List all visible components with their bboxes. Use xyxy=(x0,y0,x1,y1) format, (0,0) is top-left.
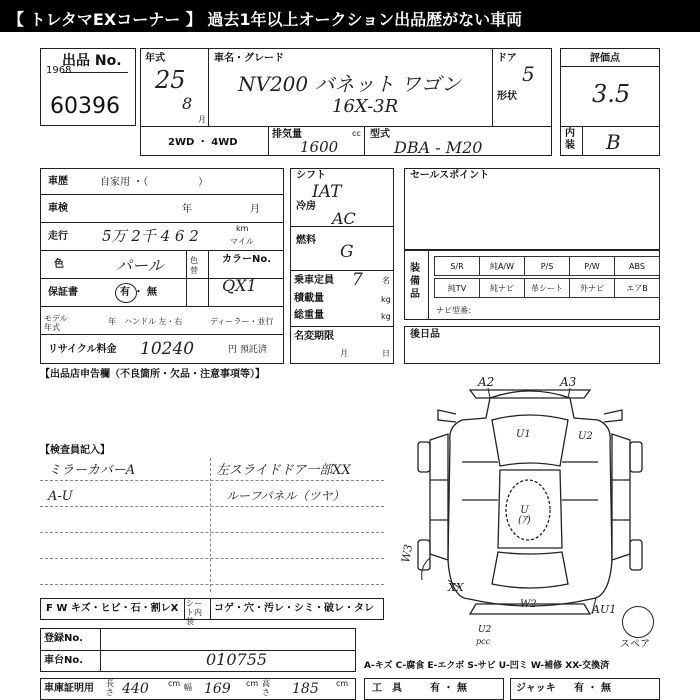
damage-u2-bottom: U2 xyxy=(478,625,492,635)
handle-label: ハンドル 左・右 xyxy=(124,317,183,326)
history-label: 車歴 xyxy=(48,176,68,187)
jack-value: 有 ・ 無 xyxy=(574,683,611,694)
month-unit: 月 xyxy=(198,115,206,124)
equipment-option: P/W xyxy=(569,256,615,276)
interior-label: 内装 xyxy=(565,128,575,151)
seller-notes-label: 【出品店申告欄（不良箇所・欠品・注意事項等）】 xyxy=(40,369,265,380)
warranty-label: 保証書 xyxy=(48,287,78,298)
car-grade: 16X-3R xyxy=(332,96,399,117)
car-name: NV200 バネット ワゴン xyxy=(238,72,461,96)
damage-center: U (ｱ) xyxy=(518,505,531,526)
mileage-mile: マイル xyxy=(230,237,254,246)
score-value: 3.5 xyxy=(592,80,631,108)
inspector-line-3: 左スライドドア一部XX xyxy=(216,463,351,478)
navi-label: ナビ型番： xyxy=(436,306,476,315)
sales-label: セールスポイント xyxy=(410,170,490,181)
inspector-line-4: ルーフパネル（ツヤ） xyxy=(226,489,345,503)
spare-tire-icon xyxy=(622,606,654,638)
later-label: 後日品 xyxy=(410,329,440,340)
spare-label: スペア xyxy=(620,639,650,650)
equipment-option: 革シート xyxy=(524,278,570,298)
capacity-unit: 名 xyxy=(382,276,390,285)
height-label: 高さ xyxy=(262,679,270,697)
history-value: 自家用 ・（ ） xyxy=(100,177,209,188)
weight-kg: kg xyxy=(381,312,391,321)
doors-value: 5 xyxy=(522,62,535,86)
name-change-day: 日 xyxy=(382,349,390,358)
year-value: 25 xyxy=(155,66,186,94)
chassis-value: 010755 xyxy=(206,650,268,669)
cert-label: 車庫証明用 xyxy=(44,683,94,694)
damage-a2: A2 xyxy=(478,375,495,389)
inspector-line-2: A-U xyxy=(48,489,73,504)
lot-number: 60396 xyxy=(50,94,120,119)
width-value: 169 xyxy=(204,681,231,697)
warranty-value: 有 ・ 無 xyxy=(120,287,157,298)
defects-label-2: シート内装 xyxy=(186,599,202,626)
defects-label: F W キズ・ヒビ・石・割レX xyxy=(46,603,179,614)
mileage-km: km xyxy=(236,224,249,233)
interior-value: B xyxy=(606,130,621,154)
year-label: 年式 xyxy=(145,53,165,64)
height-cm: cm xyxy=(336,679,349,688)
model-year-label: モデル年式 xyxy=(44,314,68,332)
model-label: 型式 xyxy=(370,129,390,140)
tools-value: 有 ・ 無 xyxy=(430,683,467,694)
inspector-label: 【検査員記入】 xyxy=(40,445,110,456)
tools-label: 工 具 xyxy=(372,683,402,694)
width-cm: cm xyxy=(246,679,259,688)
color-label: 色 xyxy=(54,259,64,270)
damage-au1: AU1 xyxy=(592,603,617,616)
doors-label: ドア xyxy=(497,53,517,64)
damage-w3: W3 xyxy=(399,543,416,564)
inspector-line-1: ミラーカバーA xyxy=(48,463,136,478)
dealer-label: ディーラー・並行 xyxy=(210,317,274,326)
equipment-option: エアB xyxy=(614,278,660,298)
jack-label: ジャッキ xyxy=(516,683,556,694)
capacity-label: 乗車定員 xyxy=(294,275,334,286)
car-label: 車名・グレード xyxy=(214,53,284,64)
damage-w2: W2 xyxy=(520,599,537,610)
color-change-label: 色替 xyxy=(190,256,198,276)
equipment-option: 外ナビ xyxy=(569,278,615,298)
damage-u1-top: U1 xyxy=(516,429,531,440)
model-year-unit: 年 xyxy=(108,317,116,326)
weight-label: 総重量 xyxy=(294,310,324,321)
register-label: 登録No. xyxy=(44,633,84,644)
year-month: 8 xyxy=(182,94,193,113)
name-change-month: 月 xyxy=(340,349,348,358)
length-label: 長さ xyxy=(106,679,114,697)
recycle-unit: 円 預託済 xyxy=(228,345,267,355)
equipment-option: S/R xyxy=(434,256,480,276)
displacement-unit: cc xyxy=(352,129,361,138)
model-value: DBA - M20 xyxy=(394,138,483,157)
lot-tag: 1968 xyxy=(46,65,72,76)
inspection-year-unit: 年 xyxy=(182,204,192,215)
shift-value: IAT xyxy=(312,182,342,202)
shift-label: シフト xyxy=(296,170,326,181)
warranty-circle xyxy=(115,283,137,303)
displacement-value: 1600 xyxy=(300,138,339,156)
later-box xyxy=(404,326,660,364)
defects-label-3: コゲ・穴・汚レ・シミ・破レ・タレ xyxy=(214,603,374,614)
damage-legend: A-キズ C-腐食 E-エクボ S-サビ U-凹ミ W-補修 XX-交換済 xyxy=(364,661,610,671)
recycle-value: 10240 xyxy=(140,339,195,359)
mileage-value: 5万 2千 4 6 2 xyxy=(102,227,199,245)
color-code-label: カラーNo. xyxy=(222,254,272,265)
damage-xx: XX xyxy=(448,581,464,594)
equipment-option: ABS xyxy=(614,256,660,276)
score-label: 評価点 xyxy=(590,53,620,64)
lot-label: 出品 No. xyxy=(62,53,122,69)
equipment-option: 純A/W xyxy=(479,256,525,276)
name-change-label: 名変期限 xyxy=(294,331,334,342)
load-kg: kg xyxy=(381,295,391,304)
length-cm: cm xyxy=(168,679,181,688)
shape-label: 形状 xyxy=(497,91,517,102)
inspection-month-unit: 月 xyxy=(250,204,260,215)
color-code-value: QX1 xyxy=(222,276,257,295)
color-value: パール xyxy=(116,256,164,275)
damage-a3: A3 xyxy=(560,375,577,389)
load-label: 積載量 xyxy=(294,293,324,304)
mileage-label: 走行 xyxy=(48,231,68,242)
damage-pcc: pcc xyxy=(476,637,491,646)
height-value: 185 xyxy=(292,681,319,697)
equipment-label: 装備品 xyxy=(410,263,420,300)
inspection-label: 車検 xyxy=(48,203,68,214)
fuel-value: G xyxy=(340,242,354,262)
recycle-label: リサイクル料金 xyxy=(48,344,117,355)
drive-label: 2WD ・ 4WD xyxy=(168,137,238,148)
aircon-label: 冷房 xyxy=(296,201,316,212)
length-value: 440 xyxy=(122,681,149,697)
aircon-value: AC xyxy=(332,209,356,228)
width-label: 幅 xyxy=(184,683,192,692)
fuel-label: 燃料 xyxy=(296,235,316,246)
page-title: 【 トレタマEXコーナー 】 過去1年以上オークション出品歴がない車両 xyxy=(8,10,523,29)
damage-u2-right: U2 xyxy=(578,431,593,442)
equipment-option: P/S xyxy=(524,256,570,276)
displacement-label: 排気量 xyxy=(272,129,302,140)
capacity-value: 7 xyxy=(352,270,363,290)
chassis-label: 車台No. xyxy=(44,655,84,666)
equipment-option: 純TV xyxy=(434,278,480,298)
equipment-option: 純ナビ xyxy=(479,278,525,298)
